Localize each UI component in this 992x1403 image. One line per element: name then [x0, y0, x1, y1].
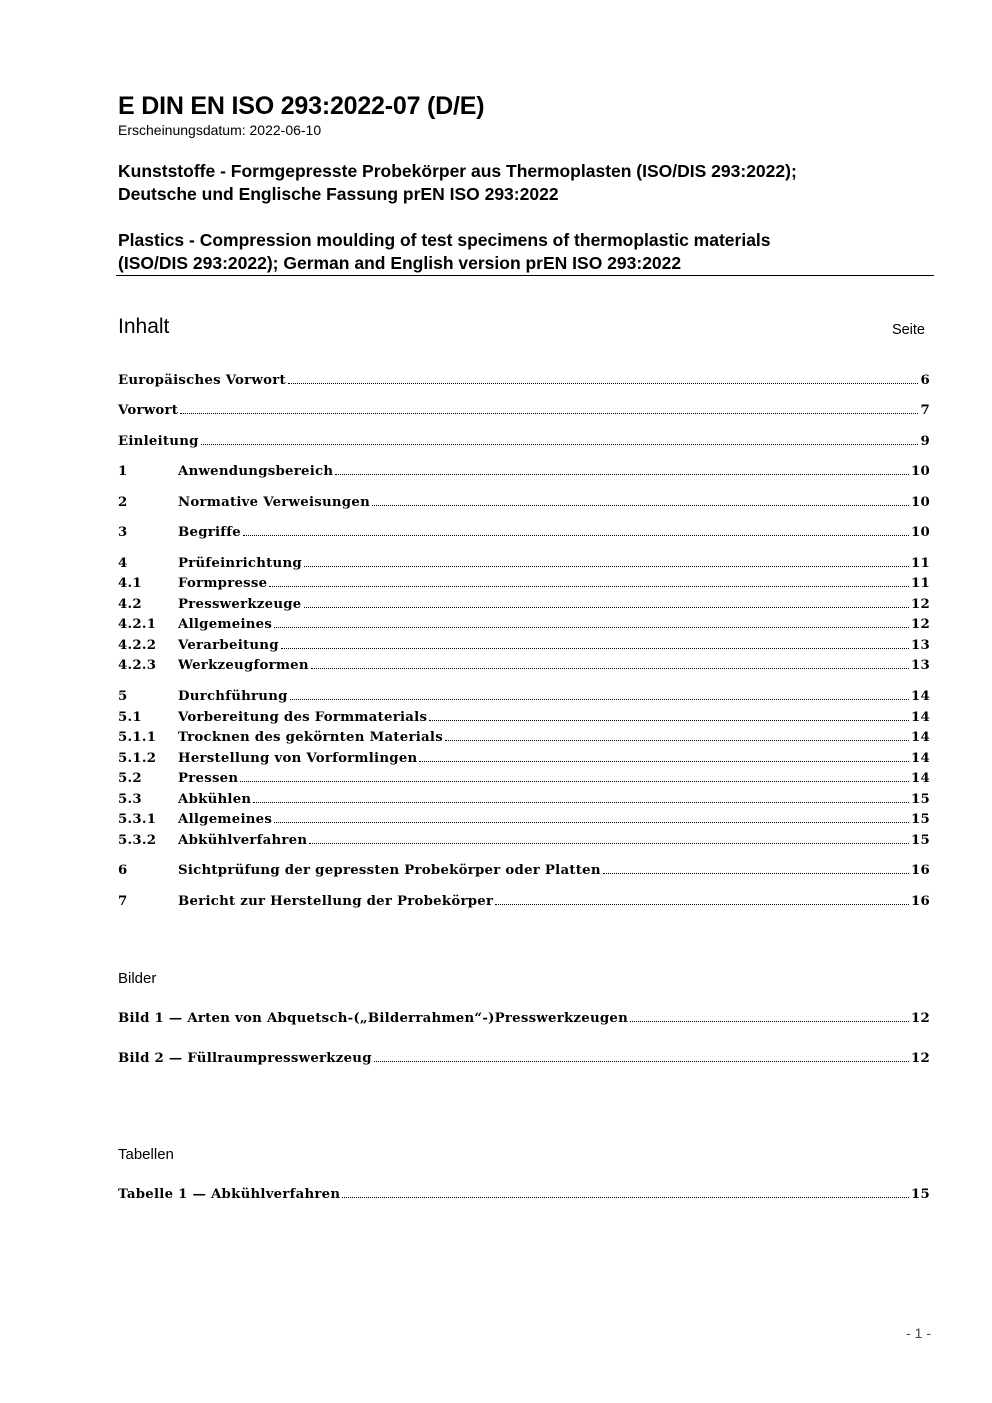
toc-entry[interactable]	[118, 638, 930, 653]
toc-entry[interactable]	[118, 434, 930, 449]
toc-page-label: Seite	[891, 322, 925, 338]
toc-entry[interactable]	[118, 792, 930, 807]
toc-leader-dots	[201, 444, 919, 445]
toc-entry[interactable]	[118, 576, 930, 591]
toc-entry-page: 12	[910, 617, 930, 632]
toc-entry-title: Sichtprüfung der gepressten Probekörper oder Platten	[178, 863, 601, 878]
figure-entry-page: 12	[910, 1051, 930, 1066]
figure-entry[interactable]	[118, 1011, 930, 1026]
toc-entry-page: 10	[910, 464, 930, 479]
publication-date: Erscheinungsdatum: 2022-06-10	[118, 122, 322, 138]
toc-entry-number: 5.3.2	[118, 833, 157, 848]
toc-entry-page: 10	[910, 495, 930, 510]
toc-entry-number: 6	[118, 863, 128, 878]
toc-leader-dots	[342, 1197, 909, 1198]
toc-entry[interactable]	[118, 894, 930, 909]
toc-entry[interactable]	[118, 710, 930, 725]
toc-entry-title: Vorwort	[118, 403, 179, 418]
toc-leader-dots	[630, 1021, 909, 1022]
toc-entry-page: 6	[920, 373, 930, 388]
toc-entry[interactable]	[118, 812, 930, 827]
toc-leader-dots	[304, 566, 909, 567]
toc-leader-dots	[274, 627, 909, 628]
toc-entry[interactable]	[118, 597, 930, 612]
toc-entry-number: 2	[118, 495, 128, 510]
toc-entry-title: Allgemeines	[178, 617, 273, 632]
toc-entry-page: 13	[910, 658, 930, 673]
page-number: - 1 -	[906, 1325, 931, 1341]
toc-entry-number: 4.2.1	[118, 617, 157, 632]
toc-leader-dots	[290, 699, 909, 700]
toc-entry-title: Werkzeugformen	[178, 658, 309, 673]
toc-entry-page: 14	[910, 751, 930, 766]
header-divider	[116, 275, 934, 276]
toc-entry-title: Herstellung von Vorformlingen	[178, 751, 418, 766]
toc-entry-number: 5.3.1	[118, 812, 157, 827]
toc-entry-number: 5.2	[118, 771, 142, 786]
toc-entry[interactable]	[118, 730, 930, 745]
toc-entry-page: 15	[910, 812, 930, 827]
tables-heading: Tabellen	[118, 1146, 174, 1163]
toc-leader-dots	[281, 648, 909, 649]
toc-entry-number: 5.3	[118, 792, 142, 807]
toc-entry-title: Vorbereitung des Formmaterials	[178, 710, 428, 725]
toc-entry-number: 1	[118, 464, 128, 479]
toc-entry-title: Presswerkzeuge	[178, 597, 302, 612]
toc-leader-dots	[288, 383, 919, 384]
toc-leader-dots	[372, 505, 909, 506]
title-german-line-1: Kunststoffe - Formgepresste Probekörper aus Thermoplasten (ISO/DIS 293:2022);	[118, 161, 797, 181]
toc-entry-page: 10	[910, 525, 930, 540]
toc-leader-dots	[304, 607, 909, 608]
toc-leader-dots	[603, 873, 909, 874]
toc-entry-page: 14	[910, 689, 930, 704]
toc-leader-dots	[274, 822, 909, 823]
toc-entry-title: Prüfeinrichtung	[178, 556, 302, 571]
toc-leader-dots	[419, 761, 909, 762]
title-english	[118, 229, 938, 275]
toc-leader-dots	[243, 535, 909, 536]
toc-leader-dots	[240, 781, 909, 782]
toc-entry-page: 14	[910, 730, 930, 745]
toc-entry-number: 5.1.2	[118, 751, 157, 766]
toc-leader-dots	[269, 586, 909, 587]
toc-entry-title: Allgemeines	[178, 812, 273, 827]
table-entry-page: 15	[910, 1187, 930, 1202]
toc-entry-page: 14	[910, 710, 930, 725]
toc-entry[interactable]	[118, 525, 930, 540]
toc-entry[interactable]	[118, 464, 930, 479]
figure-entry-title: Bild 1 — Arten von Abquetsch-(„Bilderrahmen“-)Presswerkzeugen	[118, 1011, 629, 1026]
toc-entry-title: Abkühlen	[178, 792, 252, 807]
toc-entry-number: 4.2.3	[118, 658, 157, 673]
toc-entry[interactable]	[118, 658, 930, 673]
toc-entry-number: 4.1	[118, 576, 142, 591]
toc-entry-title: Bericht zur Herstellung der Probekörper	[178, 894, 494, 909]
toc-entry-title: Normative Verweisungen	[178, 495, 370, 510]
toc-leader-dots	[374, 1061, 909, 1062]
toc-entry[interactable]	[118, 495, 930, 510]
toc-entry-title: Formpresse	[178, 576, 268, 591]
toc-leader-dots	[253, 802, 909, 803]
toc-entry-title: Verarbeitung	[178, 638, 279, 653]
toc-entry-page: 16	[910, 863, 930, 878]
toc-heading: Inhalt	[118, 315, 170, 338]
toc-entry-number: 5	[118, 689, 128, 704]
toc-leader-dots	[495, 904, 909, 905]
toc-entry-page: 11	[910, 576, 930, 591]
title-english-line-1: Plastics - Compression moulding of test specimens of thermoplastic materials	[118, 230, 771, 250]
toc-leader-dots	[429, 720, 909, 721]
toc-leader-dots	[311, 668, 909, 669]
title-german	[118, 160, 938, 206]
toc-entry[interactable]	[118, 403, 930, 418]
toc-entry-page: 13	[910, 638, 930, 653]
figure-entry-page: 12	[910, 1011, 930, 1026]
toc-entry-title: Abkühlverfahren	[178, 833, 308, 848]
toc-entry[interactable]	[118, 556, 930, 571]
toc-entry-title: Europäisches Vorwort	[118, 373, 286, 388]
toc-entry-page: 14	[910, 771, 930, 786]
toc-entry-page: 15	[910, 792, 930, 807]
figures-heading: Bilder	[118, 970, 157, 987]
toc-entry-number: 3	[118, 525, 128, 540]
toc-leader-dots	[180, 413, 918, 414]
toc-entry-title: Einleitung	[118, 434, 199, 449]
toc-entry[interactable]	[118, 689, 930, 704]
toc-entry[interactable]	[118, 863, 930, 878]
toc-entry-number: 5.1.1	[118, 730, 157, 745]
toc-entry-title: Begriffe	[178, 525, 241, 540]
title-english-line-2: (ISO/DIS 293:2022); German and English version prEN ISO 293:2022	[118, 253, 682, 273]
toc-entry-number: 4.2.2	[118, 638, 157, 653]
toc-entry-title: Pressen	[178, 771, 239, 786]
toc-entry-number: 5.1	[118, 710, 142, 725]
toc-entry-number: 4.2	[118, 597, 142, 612]
toc-entry-number: 7	[118, 894, 128, 909]
toc-entry[interactable]	[118, 373, 930, 388]
toc-leader-dots	[335, 474, 909, 475]
toc-entry-page: 16	[910, 894, 930, 909]
toc-entry[interactable]	[118, 771, 930, 786]
figure-entry-title: Bild 2 — Füllraumpresswerkzeug	[118, 1051, 372, 1066]
document-number: E DIN EN ISO 293:2022-07 (D/E)	[118, 92, 485, 120]
toc-entry[interactable]	[118, 833, 930, 848]
title-german-line-2: Deutsche und Englische Fassung prEN ISO 293:2022	[118, 184, 559, 204]
toc-leader-dots	[445, 740, 909, 741]
toc-entry-page: 15	[910, 833, 930, 848]
toc-entry-page: 7	[920, 403, 930, 418]
toc-entry-number: 4	[118, 556, 128, 571]
toc-entry[interactable]	[118, 617, 930, 632]
toc-entry[interactable]	[118, 751, 930, 766]
table-entry-title: Tabelle 1 — Abkühlverfahren	[118, 1187, 341, 1202]
toc-entry-page: 12	[910, 597, 930, 612]
toc-entry-page: 9	[920, 434, 930, 449]
toc-entry-title: Durchführung	[178, 689, 288, 704]
toc-entry-title: Anwendungsbereich	[178, 464, 334, 479]
toc-entry-title: Trocknen des gekörnten Materials	[178, 730, 443, 745]
toc-entry-page: 11	[910, 556, 930, 571]
table-entry[interactable]	[118, 1187, 930, 1202]
figure-entry[interactable]	[118, 1051, 930, 1066]
toc-leader-dots	[309, 843, 909, 844]
